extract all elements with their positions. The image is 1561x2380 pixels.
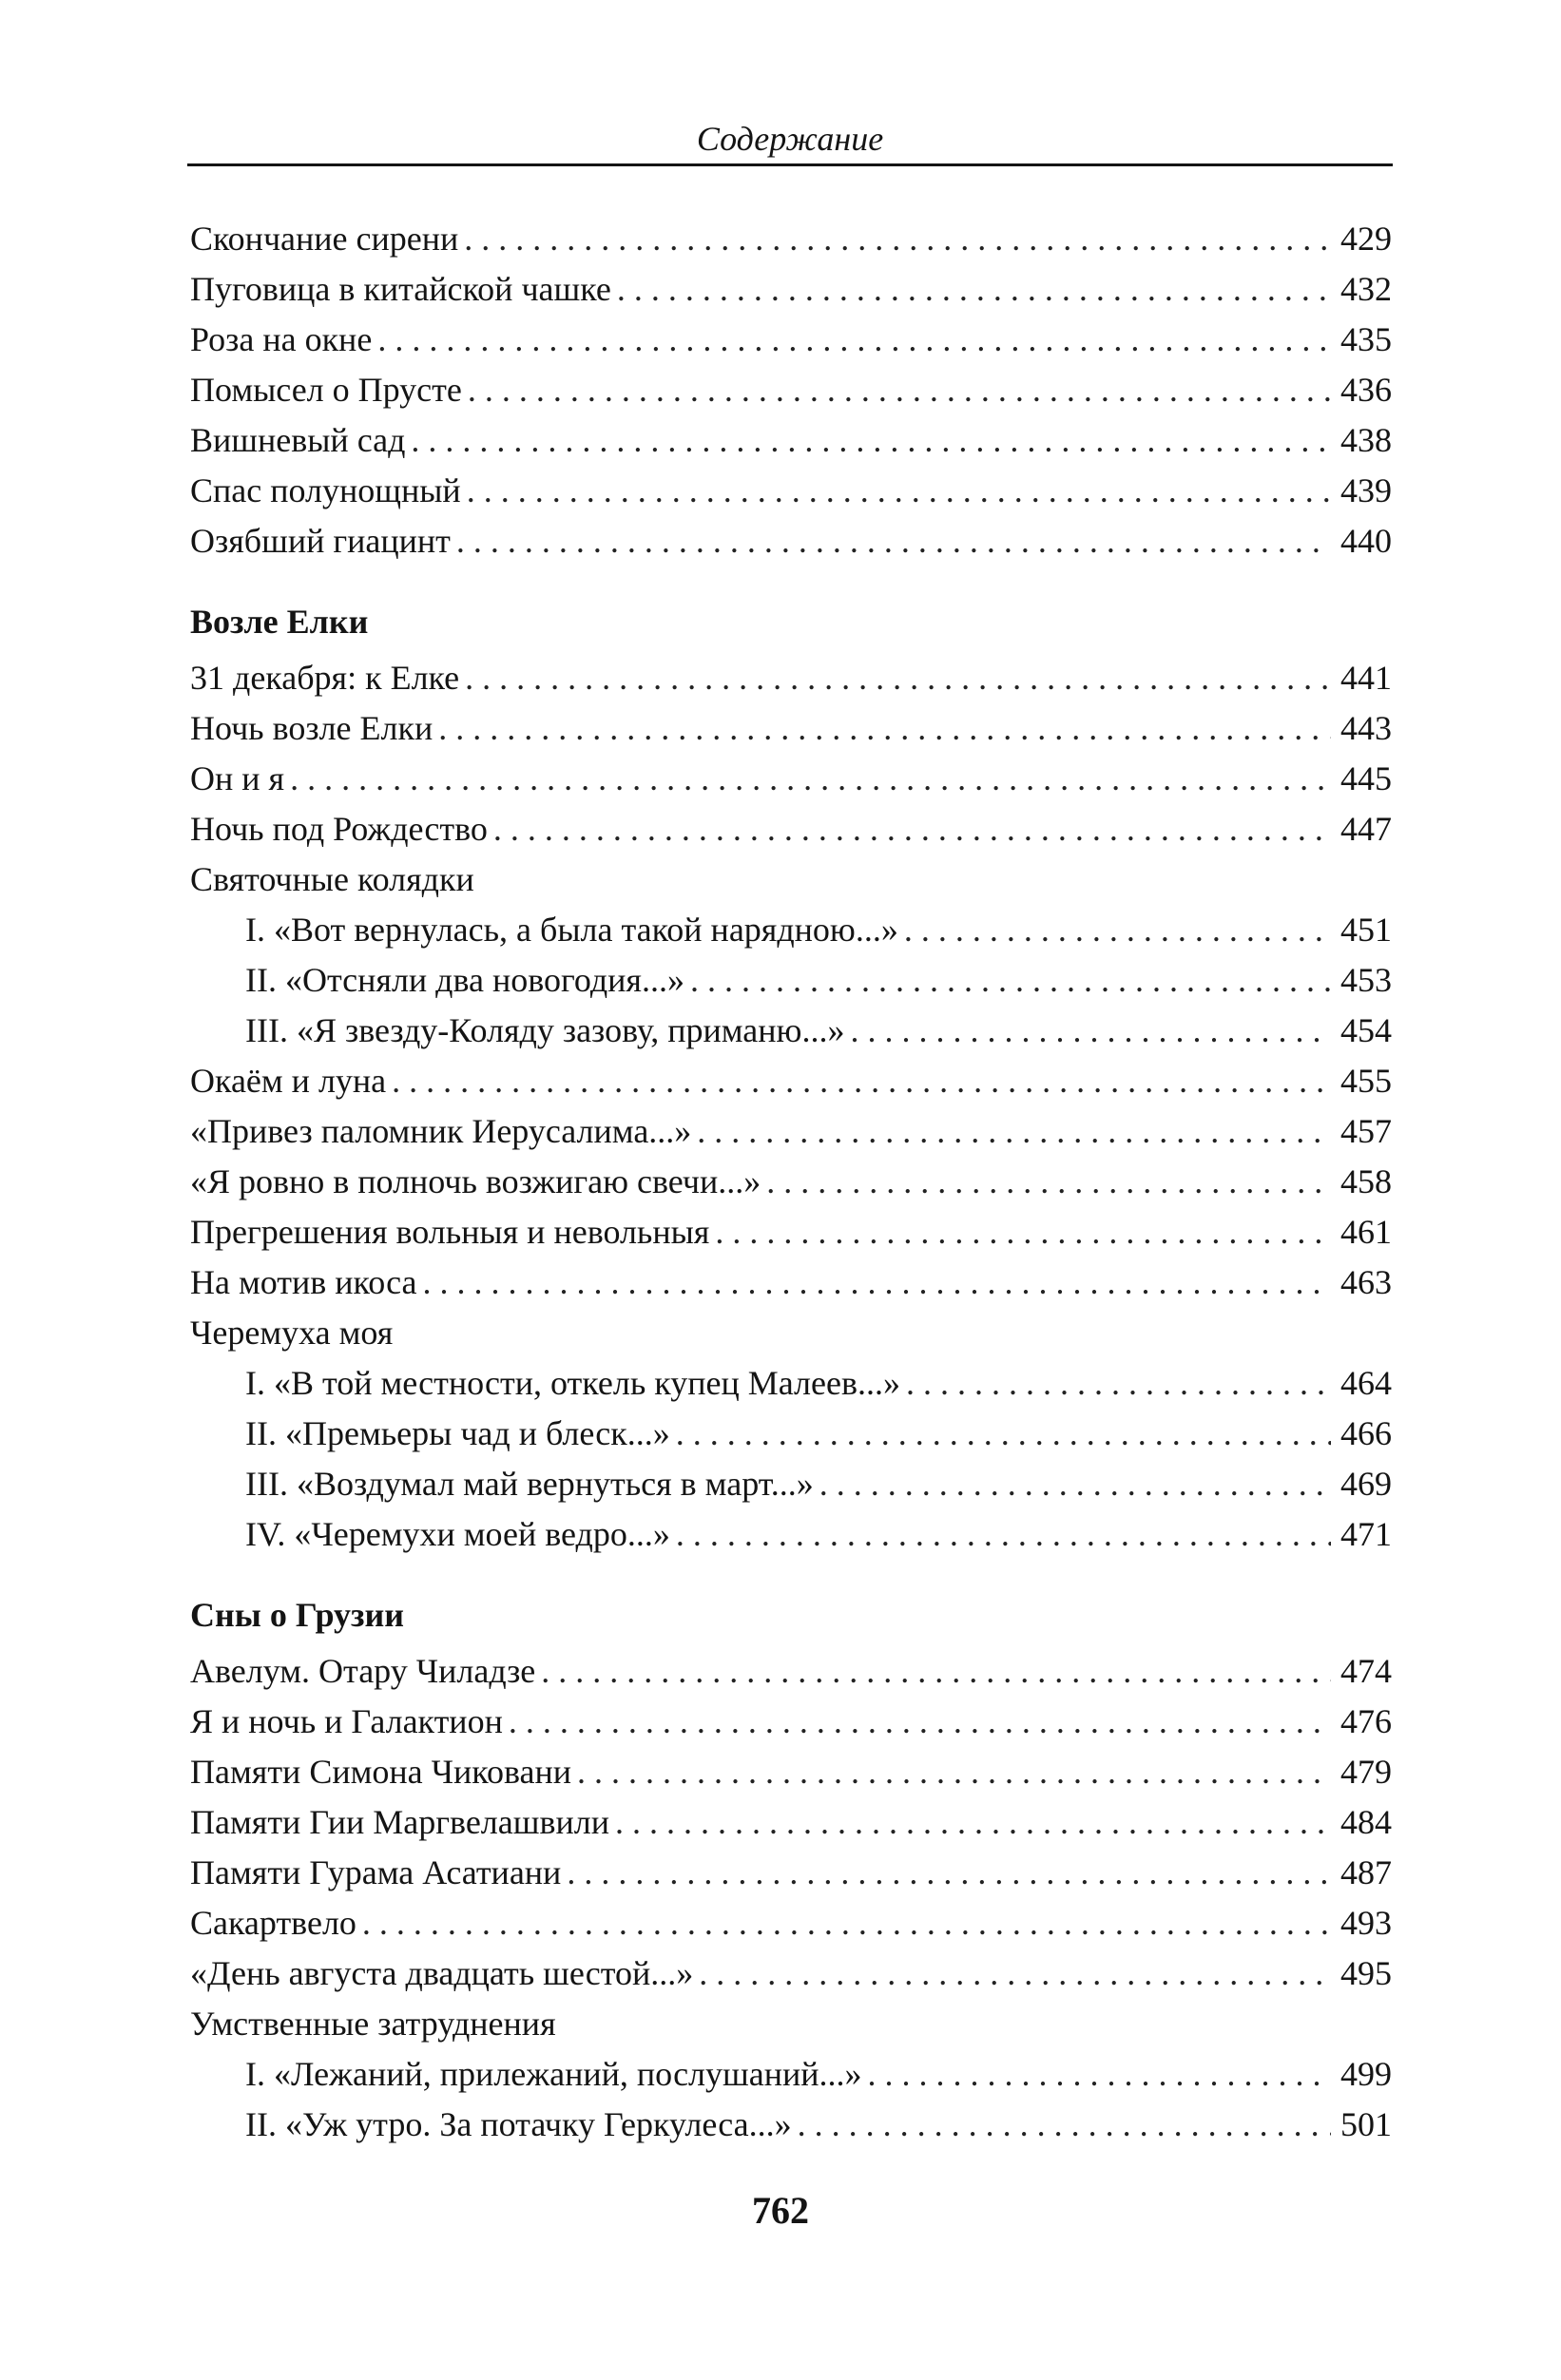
entry-page-number: 451: [1340, 911, 1392, 949]
toc-subentry: [190, 905, 1392, 955]
entry-title: Роза на окне: [190, 320, 373, 358]
toc-subentry: [190, 1459, 1392, 1509]
dot-leader: [468, 365, 1331, 415]
toc-entry: [190, 1948, 1392, 1999]
dot-leader: [411, 415, 1331, 466]
section-title: Сны о Грузии: [190, 1596, 404, 1634]
entry-title: Он и я: [190, 759, 285, 797]
entry-page-number: 466: [1340, 1414, 1392, 1452]
entry-title: Святочные колядки: [190, 860, 474, 898]
dot-leader: [904, 905, 1331, 955]
toc-entry: [190, 1999, 1392, 2049]
dot-leader: [377, 315, 1331, 365]
running-header: Содержание: [696, 120, 884, 158]
entry-title: Прегрешения вольныя и невольныя: [190, 1213, 710, 1251]
entry-title: IV. «Черемухи моей ведро...»: [245, 1515, 670, 1553]
toc-entry: [190, 1697, 1392, 1747]
entry-page-number: 479: [1340, 1753, 1392, 1791]
entry-title: Памяти Гии Маргвелашвили: [190, 1803, 609, 1841]
toc-entry: [190, 1257, 1392, 1308]
dot-leader: [577, 1747, 1331, 1797]
toc-subentry: [190, 1006, 1392, 1056]
entry-title: II. «Отсняли два новогодия...»: [245, 961, 684, 999]
toc-subentry: [190, 2049, 1392, 2100]
toc-subentry: [190, 955, 1392, 1006]
toc-entry: [190, 1797, 1392, 1848]
toc-subentry: [190, 2100, 1392, 2150]
dot-leader: [676, 1509, 1331, 1560]
dot-leader: [699, 1948, 1331, 1999]
dot-leader: [850, 1006, 1331, 1056]
entry-title: Сакартвело: [190, 1904, 357, 1942]
entry-page-number: 441: [1340, 659, 1392, 697]
entry-page-number: 469: [1340, 1465, 1392, 1503]
dot-leader: [493, 804, 1331, 854]
entry-title: II. «Уж утро. За потачку Геркулеса...»: [245, 2105, 792, 2143]
dot-leader: [465, 653, 1331, 703]
toc-entry: [190, 214, 1392, 264]
toc-entry: [190, 415, 1392, 466]
entry-title: Озябший гиацинт: [190, 522, 451, 560]
entry-page-number: 476: [1340, 1702, 1392, 1740]
entry-title: Авелум. Отару Чиладзе: [190, 1652, 536, 1690]
entry-title: «День августа двадцать шестой...»: [190, 1954, 694, 1992]
entry-page-number: 461: [1340, 1213, 1392, 1251]
entry-title: III. «Я звезду-Коляду зазову, приманю...»: [245, 1011, 845, 1049]
toc-entry: [190, 1898, 1392, 1948]
entry-title: Ночь под Рождество: [190, 810, 488, 848]
entry-title: Я и ночь и Галактион: [190, 1702, 503, 1740]
dot-leader: [423, 1257, 1332, 1308]
section-title: Возле Елки: [190, 603, 369, 641]
header-rule: [187, 163, 1393, 166]
entry-page-number: 501: [1340, 2105, 1392, 2143]
entry-page-number: 443: [1340, 709, 1392, 747]
dot-leader: [467, 466, 1331, 516]
dot-leader: [715, 1207, 1331, 1257]
dot-leader: [362, 1898, 1331, 1948]
dot-leader: [798, 2100, 1331, 2150]
entry-page-number: 440: [1340, 522, 1392, 560]
dot-leader: [509, 1697, 1331, 1747]
entry-page-number: 474: [1340, 1652, 1392, 1690]
toc-entry: [190, 1747, 1392, 1797]
entry-title: Умственные затруднения: [190, 2005, 556, 2043]
entry-page-number: 493: [1340, 1904, 1392, 1942]
entry-page-number: 455: [1340, 1062, 1392, 1100]
toc-entry: [190, 365, 1392, 415]
entry-page-number: 484: [1340, 1803, 1392, 1841]
dot-leader: [567, 1848, 1331, 1898]
entry-page-number: 447: [1340, 810, 1392, 848]
entry-title: Пуговица в китайской чашке: [190, 270, 611, 308]
dot-leader: [290, 754, 1331, 804]
toc-entry: [190, 1848, 1392, 1898]
toc-entry: [190, 1106, 1392, 1157]
dot-leader: [541, 1646, 1331, 1697]
entry-page-number: 436: [1340, 371, 1392, 409]
entry-title: «Привез паломник Иерусалима...»: [190, 1112, 692, 1150]
toc-subentry: [190, 1409, 1392, 1459]
dot-leader: [766, 1157, 1331, 1207]
entry-title: I. «Вот вернулась, а была такой нарядною...»: [245, 911, 898, 949]
entry-page-number: 439: [1340, 471, 1392, 509]
entry-page-number: 463: [1340, 1263, 1392, 1301]
entry-page-number: 429: [1340, 220, 1392, 258]
entry-page-number: 432: [1340, 270, 1392, 308]
entry-title: III. «Воздумал май вернуться в март...»: [245, 1465, 814, 1503]
toc-subentry: [190, 1509, 1392, 1560]
toc-subentry: [190, 1358, 1392, 1409]
dot-leader: [438, 703, 1331, 754]
entry-title: Вишневый сад: [190, 421, 406, 459]
entry-page-number: 471: [1340, 1515, 1392, 1553]
entry-page-number: 495: [1340, 1954, 1392, 1992]
entry-page-number: 487: [1340, 1853, 1392, 1891]
entry-page-number: 435: [1340, 320, 1392, 358]
table-of-contents: [190, 214, 1392, 2150]
entry-page-number: 454: [1340, 1011, 1392, 1049]
entry-title: I. «Лежаний, прилежаний, послушаний...»: [245, 2055, 862, 2093]
toc-entry: [190, 516, 1392, 566]
dot-leader: [697, 1106, 1331, 1157]
entry-page-number: 464: [1340, 1364, 1392, 1402]
entry-title: Скончание сирени: [190, 220, 459, 258]
dot-leader: [456, 516, 1331, 566]
toc-entry: [190, 703, 1392, 754]
toc-entry: [190, 1157, 1392, 1207]
page-number: 762: [752, 2189, 809, 2232]
toc-entry: [190, 466, 1392, 516]
entry-title: Памяти Симона Чиковани: [190, 1753, 571, 1791]
dot-leader: [464, 214, 1331, 264]
entry-title: Окаём и луна: [190, 1062, 387, 1100]
entry-title: Ночь возле Елки: [190, 709, 434, 747]
dot-leader: [392, 1056, 1331, 1106]
toc-entry: [190, 804, 1392, 854]
entry-title: II. «Премьеры чад и блеск...»: [245, 1414, 670, 1452]
toc-entry: [190, 854, 1392, 905]
entry-page-number: 438: [1340, 421, 1392, 459]
toc-entry: [190, 315, 1392, 365]
entry-page-number: 457: [1340, 1112, 1392, 1150]
entry-title: 31 декабря: к Елке: [190, 659, 460, 697]
entry-title: «Я ровно в полночь возжигаю свечи...»: [190, 1162, 761, 1200]
entry-page-number: 453: [1340, 961, 1392, 999]
toc-entry: [190, 754, 1392, 804]
entry-title: Памяти Гурама Асатиани: [190, 1853, 562, 1891]
entry-title: Помысел о Прусте: [190, 371, 462, 409]
toc-entry: [190, 653, 1392, 703]
dot-leader: [868, 2049, 1331, 2100]
entry-title: На мотив икоса: [190, 1263, 417, 1301]
entry-page-number: 499: [1340, 2055, 1392, 2093]
entry-title: I. «В той местности, откель купец Малеев...»: [245, 1364, 900, 1402]
dot-leader: [906, 1358, 1331, 1409]
toc-entry: [190, 1207, 1392, 1257]
dot-leader: [617, 264, 1331, 315]
toc-entry: [190, 264, 1392, 315]
toc-entry: [190, 1308, 1392, 1358]
dot-leader: [690, 955, 1331, 1006]
entry-title: Спас полунощный: [190, 471, 461, 509]
entry-page-number: 458: [1340, 1162, 1392, 1200]
dot-leader: [676, 1409, 1331, 1459]
dot-leader: [819, 1459, 1331, 1509]
toc-entry: [190, 1646, 1392, 1697]
entry-page-number: 445: [1340, 759, 1392, 797]
toc-entry: [190, 1056, 1392, 1106]
dot-leader: [615, 1797, 1331, 1848]
entry-title: Черемуха моя: [190, 1314, 394, 1352]
